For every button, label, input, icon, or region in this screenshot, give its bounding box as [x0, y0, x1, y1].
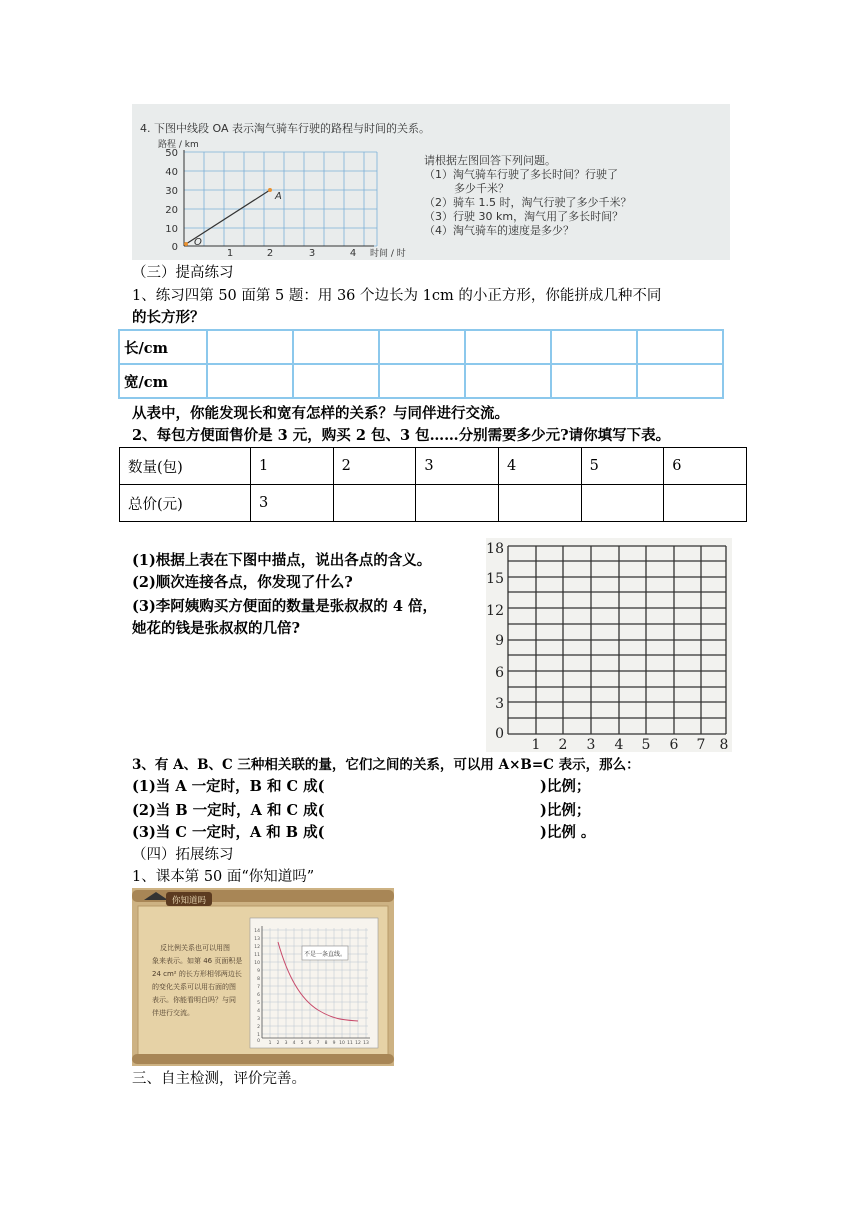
grid-ytick: 18: [486, 541, 504, 557]
grid-xtick: 5: [641, 737, 651, 752]
grid-xtick: 8: [719, 737, 729, 752]
p4-segment-oa: [186, 190, 270, 244]
table-cell[interactable]: [551, 330, 637, 364]
ex2-grid-image: [486, 538, 732, 752]
grid-ytick: 6: [495, 665, 504, 681]
problem4-figure: [132, 104, 730, 260]
inner-ytick: 8: [257, 977, 260, 982]
table-cell[interactable]: [379, 330, 465, 364]
inner-xtick: 4: [292, 1041, 296, 1046]
p4-q4: （4）淘气骑车的速度是多少？: [424, 224, 574, 237]
table-row: [119, 364, 723, 398]
inner-ytick: 0: [257, 1039, 260, 1044]
p4-ytick: 20: [165, 205, 178, 216]
scroll-line: 伴进行交流。: [152, 1009, 194, 1017]
inner-xtick: 9: [332, 1041, 336, 1046]
p4-q1-cont: 多少千米？: [454, 182, 509, 195]
ext1-text: 1、课本第 50 面“你知道吗”: [132, 869, 315, 885]
inner-xtick: 10: [339, 1041, 345, 1046]
p4-xtick: 2: [266, 248, 274, 259]
p4-point-o: [184, 242, 188, 246]
p4-point-a-label: A: [275, 191, 282, 202]
p4-point-a: [268, 188, 272, 192]
table-cell[interactable]: [293, 330, 379, 364]
scroll-line: 象来表示。如第 46 页面积是: [152, 957, 243, 965]
ex2-intro: 2、每包方便面售价是 3 元，购买 2 包、3 包……分别需要多少元?请你填写下表。: [132, 427, 671, 444]
inner-ytick: 14: [254, 929, 260, 934]
inner-ytick: 12: [254, 945, 260, 950]
table-cell[interactable]: [333, 485, 416, 522]
inner-ytick: 3: [257, 1017, 260, 1022]
ext1-scroll: [132, 888, 394, 1066]
problem4-title: 4. 下图中线段 OA 表示淘气骑车行驶的路程与时间的关系。: [140, 122, 430, 135]
p4-ytick: 40: [165, 167, 178, 178]
p4-xtick: 3: [308, 248, 316, 259]
ex2-row2-label: 总价(元): [120, 485, 251, 522]
p4-ytick: 10: [165, 224, 178, 235]
p4-ytick: 30: [165, 186, 178, 197]
ex1-line1: 1、练习四第 50 面第 5 题：用 36 个边长为 1cm 的小正方形，你能拼成几种不同: [132, 288, 662, 304]
ex2-row1-label: 数量(包): [120, 448, 251, 485]
ex1-line2: 的长方形？: [132, 309, 205, 326]
ex3-item2-right: )比例；: [540, 802, 591, 819]
table-cell: 2: [333, 448, 416, 485]
p4-intro: 请根据左图回答下列问题。: [424, 154, 556, 167]
inner-ytick: 5: [257, 1001, 260, 1006]
grid-xtick: 3: [586, 737, 596, 752]
p4-ytick: 0: [171, 242, 178, 253]
grid-xtick: 6: [669, 737, 679, 752]
inner-ytick: 9: [257, 969, 260, 974]
ex2-q2: (2)顺次连接各点，你发现了什么?: [132, 574, 353, 591]
table-row: [119, 330, 723, 364]
section4-heading: （四）拓展练习: [132, 847, 234, 863]
problem4-image: [132, 104, 730, 260]
inner-xtick: 2: [276, 1041, 280, 1046]
ex1-row1-label: 长/cm: [119, 330, 207, 364]
grid-ytick: 15: [486, 571, 504, 587]
inner-xtick: 6: [308, 1041, 312, 1046]
table-cell: 4: [498, 448, 581, 485]
table-cell[interactable]: [551, 364, 637, 398]
ex2-q3-line1: (3)李阿姨购买方便面的数量是张叔叔的 4 倍，: [132, 598, 437, 615]
ex1-table: [118, 329, 724, 399]
grid-xtick: 2: [558, 737, 568, 752]
section3-heading: （三）提高练习: [132, 265, 234, 281]
ex3-item1-left: (1)当 A 一定时，B 和 C 成(: [132, 778, 325, 795]
inner-xtick: 8: [324, 1041, 328, 1046]
section3b-heading: 三、自主检测，评价完善。: [132, 1071, 306, 1087]
scroll-bottom-rod: [132, 1054, 394, 1064]
p4-ytick: 50: [165, 148, 178, 159]
inner-xtick: 13: [363, 1041, 369, 1046]
p4-xtick: 1: [226, 248, 234, 259]
grid-ytick: 0: [495, 726, 504, 742]
grid-xtick: 1: [531, 737, 541, 752]
scroll-line: 反比例关系也可以用图: [160, 944, 230, 952]
table-cell[interactable]: [207, 330, 293, 364]
table-cell[interactable]: [379, 364, 465, 398]
ex2-grid: [486, 538, 732, 752]
ex3-item2-left: (2)当 B 一定时，A 和 C 成(: [132, 802, 325, 819]
problem4-y-label: 路程 / km: [158, 140, 199, 150]
p4-origin-label: O: [194, 237, 202, 248]
inner-ytick: 1: [257, 1033, 260, 1038]
table-row: [120, 448, 747, 485]
p4-q3: （3）行驶 30 km，淘气用了多长时间？: [424, 210, 624, 223]
inner-ytick: 2: [257, 1025, 260, 1030]
table-row: [120, 485, 747, 522]
inner-chart-card: [250, 918, 378, 1048]
p4-q2: （2）骑车 1.5 时，淘气行驶了多少千米？: [424, 196, 632, 209]
inner-xtick: 1: [268, 1041, 272, 1046]
inner-ytick: 10: [254, 961, 260, 966]
ex1-after: 从表中，你能发现长和宽有怎样的关系？与同伴进行交流。: [132, 405, 509, 422]
table-cell[interactable]: [465, 364, 551, 398]
p4-q1: （1）淘气骑车行驶了多长时间？行驶了: [424, 168, 618, 181]
grid-xtick: 7: [696, 737, 706, 752]
scroll-line: 表示。你能看明白吗？与同: [152, 996, 236, 1004]
ext1-scroll-image: [132, 888, 394, 1066]
ex3-intro: 3、有 A、B、C 三种相关联的量，它们之间的关系，可以用 A×B=C 表示，那么：: [132, 757, 640, 773]
inner-ytick: 6: [257, 993, 260, 998]
table-cell[interactable]: 3: [251, 485, 334, 522]
speech-bubble-text: 不是一条直线。: [303, 951, 347, 958]
grid-ytick: 3: [495, 696, 504, 712]
ex1-row2-label: 宽/cm: [119, 364, 207, 398]
table-cell[interactable]: [637, 364, 723, 398]
table-cell[interactable]: [293, 364, 379, 398]
grid-ytick: 12: [486, 603, 504, 619]
grid-xtick: 4: [614, 737, 624, 752]
table-cell: 1: [251, 448, 334, 485]
table-cell[interactable]: [465, 330, 551, 364]
table-cell[interactable]: [664, 485, 747, 522]
table-cell: 5: [581, 448, 664, 485]
inner-xtick: 7: [316, 1041, 320, 1046]
banner-text: 你知道吗: [171, 896, 207, 906]
inner-ytick: 4: [257, 1009, 260, 1014]
p4-xtick: 4: [349, 248, 357, 259]
scroll-line: 24 cm² 的长方形相邻两边长: [152, 970, 242, 978]
ex3-item3-left: (3)当 C 一定时，A 和 B 成(: [132, 824, 325, 841]
ex3-item1-right: )比例；: [540, 778, 591, 795]
inner-ytick: 13: [254, 937, 260, 942]
scroll-line: 的变化关系可以用右面的图: [152, 983, 236, 991]
inner-xtick: 3: [284, 1041, 288, 1046]
table-cell[interactable]: [637, 330, 723, 364]
ex3-item3-right: )比例 。: [540, 824, 596, 841]
table-cell[interactable]: [416, 485, 499, 522]
p4-x-label: 时间 / 时: [370, 249, 406, 259]
grid-ytick: 9: [495, 633, 504, 649]
table-cell[interactable]: [581, 485, 664, 522]
inner-ytick: 11: [254, 953, 260, 958]
inner-ytick: 7: [257, 985, 260, 990]
ex2-q3-line2: 她花的钱是张叔叔的几倍?: [132, 620, 300, 637]
ex2-q1: (1)根据上表在下图中描点，说出各点的含义。: [132, 552, 432, 569]
table-cell[interactable]: [498, 485, 581, 522]
table-cell: 6: [664, 448, 747, 485]
inner-xtick: 5: [300, 1041, 304, 1046]
inner-xtick: 11: [347, 1041, 353, 1046]
inner-xtick: 12: [355, 1041, 361, 1046]
ex2-table: [119, 447, 747, 522]
table-cell[interactable]: [207, 364, 293, 398]
table-cell: 3: [416, 448, 499, 485]
